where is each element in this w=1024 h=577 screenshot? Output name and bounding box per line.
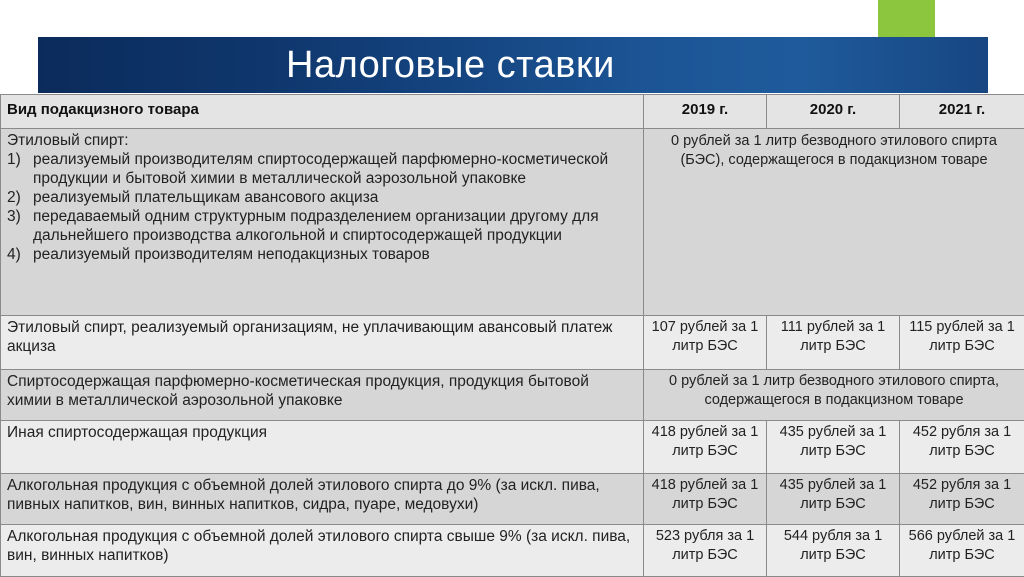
rate-2019: 418 рублей за 1 литр БЭС bbox=[644, 474, 767, 525]
rate-2020: 435 рублей за 1 литр БЭС bbox=[767, 474, 900, 525]
rate-2021: 452 рубля за 1 литр БЭС bbox=[900, 474, 1024, 525]
sub-list bbox=[7, 150, 637, 264]
table-row bbox=[1, 316, 1024, 370]
merged-rate-cell: 0 рублей за 1 литр безводного этилового спирта (БЭС), содержащегося в подакцизном товаре bbox=[644, 129, 1024, 316]
rate-2019: 418 рублей за 1 литр БЭС bbox=[644, 421, 767, 474]
rate-2021: 566 рублей за 1 литр БЭС bbox=[900, 525, 1024, 577]
list-item: 1) реализуемый производителям спиртосодержащей парфюмерно-косметической продукции и бытовой химии в металлической аэрозольной упаковке bbox=[7, 150, 637, 188]
merged-rate-cell: 0 рублей за 1 литр безводного этилового спирта, содержащегося в подакцизном товаре bbox=[644, 370, 1024, 421]
table-header-row bbox=[1, 95, 1024, 129]
rate-2020: 435 рублей за 1 литр БЭС bbox=[767, 421, 900, 474]
header-product: Вид подакцизного товара bbox=[1, 95, 644, 129]
header-2021: 2021 г. bbox=[900, 95, 1024, 129]
product-cell bbox=[1, 129, 644, 316]
table-row bbox=[1, 370, 1024, 421]
product-cell: Алкогольная продукция с объемной долей этилового спирта свыше 9% (за искл. пива, вин, винных напитков) bbox=[1, 525, 644, 577]
table-row bbox=[1, 421, 1024, 474]
tax-rates-table bbox=[0, 94, 1024, 577]
rate-2020: 544 рубля за 1 литр БЭС bbox=[767, 525, 900, 577]
header-2020: 2020 г. bbox=[767, 95, 900, 129]
table-row bbox=[1, 525, 1024, 577]
product-cell: Спиртосодержащая парфюмерно-косметическая продукция, продукция бытовой химии в металлической аэрозольной упаковке bbox=[1, 370, 644, 421]
rate-2021: 452 рубля за 1 литр БЭС bbox=[900, 421, 1024, 474]
product-cell: Этиловый спирт, реализуемый организациям, не уплачивающим авансовый платеж акциза bbox=[1, 316, 644, 370]
header-2019: 2019 г. bbox=[644, 95, 767, 129]
product-cell: Иная спиртосодержащая продукция bbox=[1, 421, 644, 474]
row-intro: Этиловый спирт: bbox=[7, 131, 637, 150]
rate-2020: 111 рублей за 1 литр БЭС bbox=[767, 316, 900, 370]
page-title: Налоговые ставки bbox=[286, 38, 615, 94]
rate-2019: 523 рубля за 1 литр БЭС bbox=[644, 525, 767, 577]
list-item: 4) реализуемый производителям неподакцизных товаров bbox=[7, 245, 637, 264]
rate-2019: 107 рублей за 1 литр БЭС bbox=[644, 316, 767, 370]
table-row bbox=[1, 474, 1024, 525]
list-item: 2) реализуемый плательщикам авансового акциза bbox=[7, 188, 637, 207]
table-row bbox=[1, 129, 1024, 316]
list-item: 3) передаваемый одним структурным подразделением организации другому для дальнейшего производства алкогольной и спиртосодержащей продукции bbox=[7, 207, 637, 245]
rate-2021: 115 рублей за 1 литр БЭС bbox=[900, 316, 1024, 370]
product-cell: Алкогольная продукция с объемной долей этилового спирта до 9% (за искл. пива, пивных напитков, вин, винных напитков, сидра, пуаре, медовухи) bbox=[1, 474, 644, 525]
